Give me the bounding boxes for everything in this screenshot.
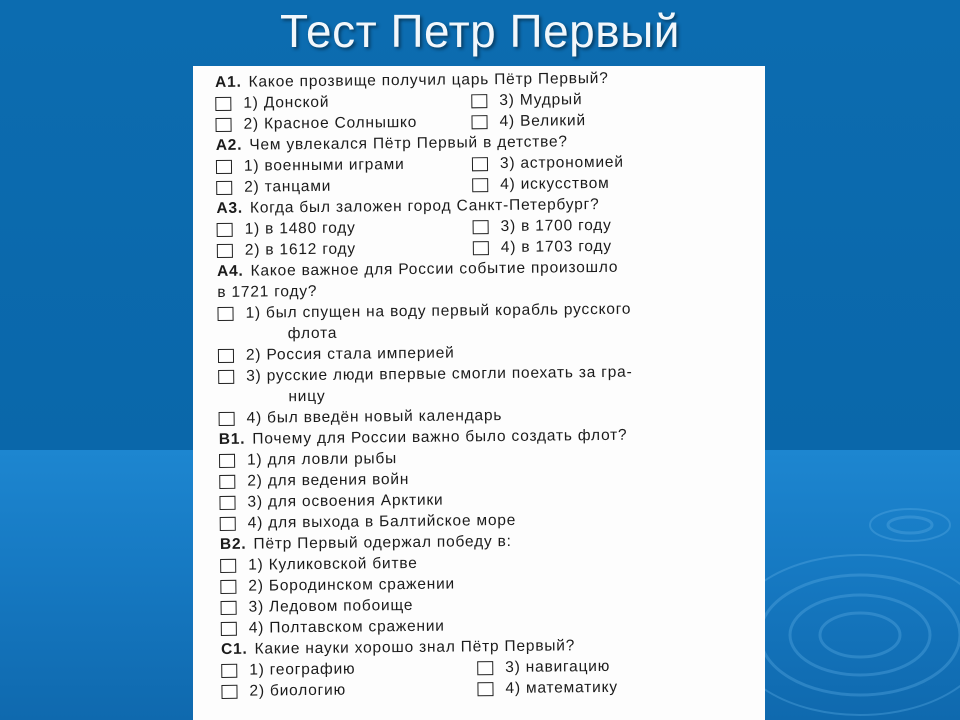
option-label: 2) Бородинском сражении <box>248 575 456 595</box>
checkbox[interactable] <box>221 621 237 635</box>
question-number: B2. <box>219 535 247 553</box>
checkbox[interactable] <box>216 159 232 173</box>
option-label-continued: флота <box>287 324 338 343</box>
question-a3 <box>216 192 765 261</box>
option-label: 3) в 1700 году <box>500 216 612 235</box>
option-label: 4) искусством <box>500 174 610 193</box>
question-label: Какое важное для России событие произошло <box>250 258 619 280</box>
option-label: 4) Великий <box>499 111 586 130</box>
checkbox[interactable] <box>217 243 233 257</box>
option-2[interactable] <box>216 176 472 197</box>
checkbox[interactable] <box>220 516 236 530</box>
option-4[interactable] <box>472 174 610 193</box>
option-label: 1) в 1480 году <box>244 219 356 238</box>
question-b2 <box>220 528 765 639</box>
checkbox[interactable] <box>219 453 235 467</box>
option-label: 4) в 1703 году <box>500 237 612 256</box>
option-1[interactable] <box>215 92 471 113</box>
option-3[interactable] <box>473 216 612 235</box>
checkbox[interactable] <box>219 474 235 488</box>
question-label-continued: в 1721 году? <box>217 282 318 301</box>
option-1[interactable] <box>221 659 477 680</box>
option-label: 2) для ведения войн <box>247 470 410 490</box>
checkbox[interactable] <box>220 579 236 593</box>
option-label: 1) Донской <box>243 93 330 112</box>
option-2[interactable] <box>215 113 471 134</box>
question-label: Какое прозвище получил царь Пётр Первый? <box>248 69 609 91</box>
test-content <box>215 66 765 702</box>
question-c1 <box>221 633 765 702</box>
checkbox[interactable] <box>471 94 487 108</box>
checkbox[interactable] <box>215 117 231 131</box>
checkbox[interactable] <box>221 684 237 698</box>
option-label: 1) для ловли рыбы <box>246 449 398 469</box>
checkbox[interactable] <box>471 115 487 129</box>
option-4[interactable] <box>477 678 618 697</box>
question-label: Когда был заложен город Санкт-Петербург? <box>249 195 600 217</box>
option-label: 1) географию <box>249 660 356 679</box>
option-3[interactable] <box>471 91 582 110</box>
option-2[interactable] <box>221 680 477 701</box>
checkbox[interactable] <box>217 306 233 320</box>
question-a1 <box>215 66 764 135</box>
question-number: A1. <box>215 73 242 91</box>
option-label: 2) Красное Солнышко <box>243 113 418 133</box>
test-sheet <box>193 66 765 720</box>
question-label: Какие науки хорошо знал Пётр Первый? <box>254 637 576 658</box>
question-label: Пётр Первый одержал победу в: <box>253 532 512 553</box>
option-1[interactable] <box>216 155 472 176</box>
option-label: 4) для выхода в Балтийское море <box>247 511 517 532</box>
option-label: 3) Мудрый <box>499 90 583 109</box>
option-2[interactable] <box>217 239 473 260</box>
question-number: A2. <box>215 136 243 154</box>
option-label-continued: ницу <box>288 387 326 406</box>
checkbox[interactable] <box>221 600 237 614</box>
checkbox[interactable] <box>218 369 234 383</box>
checkbox[interactable] <box>473 241 489 255</box>
checkbox[interactable] <box>477 661 493 675</box>
option-3[interactable] <box>477 657 610 676</box>
checkbox[interactable] <box>472 178 488 192</box>
option-label: 3) русские люди впервые смогли поехать за гра- <box>246 363 633 385</box>
checkbox[interactable] <box>217 222 233 236</box>
question-number: B1. <box>218 430 246 448</box>
option-3[interactable] <box>472 153 624 173</box>
question-label: Почему для России важно было создать флот? <box>252 426 628 448</box>
option-label: 2) танцами <box>244 177 332 196</box>
option-4[interactable] <box>473 237 612 256</box>
option-label: 2) Россия стала империей <box>245 344 455 364</box>
checkbox[interactable] <box>477 682 493 696</box>
option-label: 4) Полтавском сражении <box>248 617 445 637</box>
option-1[interactable] <box>217 218 473 239</box>
checkbox[interactable] <box>472 157 488 171</box>
option-label: 4) был введён новый календарь <box>246 406 503 427</box>
option-label: 3) для освоения Арктики <box>247 491 444 511</box>
question-a2 <box>216 129 765 198</box>
checkbox[interactable] <box>219 495 235 509</box>
checkbox[interactable] <box>216 180 232 194</box>
question-label: Чем увлекался Пётр Первый в детстве? <box>249 133 568 154</box>
option-label: 4) математику <box>505 678 618 697</box>
checkbox[interactable] <box>473 220 489 234</box>
checkbox[interactable] <box>220 558 236 572</box>
option-label: 1) был спущен на воду первый корабль русского <box>245 300 632 322</box>
option-row <box>221 675 765 702</box>
slide-title: Тест Петр Первый <box>280 5 680 57</box>
checkbox[interactable] <box>215 96 231 110</box>
checkbox[interactable] <box>218 348 234 362</box>
option-label: 3) астрономией <box>499 153 624 172</box>
option-label: 1) Куликовской битве <box>248 554 418 574</box>
option-label: 2) в 1612 году <box>244 240 356 259</box>
question-number: C1. <box>220 640 248 658</box>
question-number: A4. <box>217 262 244 280</box>
option-label: 3) Ледовом побоище <box>248 596 414 616</box>
question-number: A3. <box>216 199 244 217</box>
option-4[interactable] <box>471 112 586 131</box>
question-b1 <box>219 423 765 534</box>
option-label: 1) военными играми <box>243 155 405 175</box>
checkbox[interactable] <box>221 663 237 677</box>
option-label: 3) навигацию <box>505 657 611 676</box>
question-a4 <box>217 255 765 429</box>
option-label: 2) биологию <box>249 681 347 700</box>
checkbox[interactable] <box>219 411 235 425</box>
